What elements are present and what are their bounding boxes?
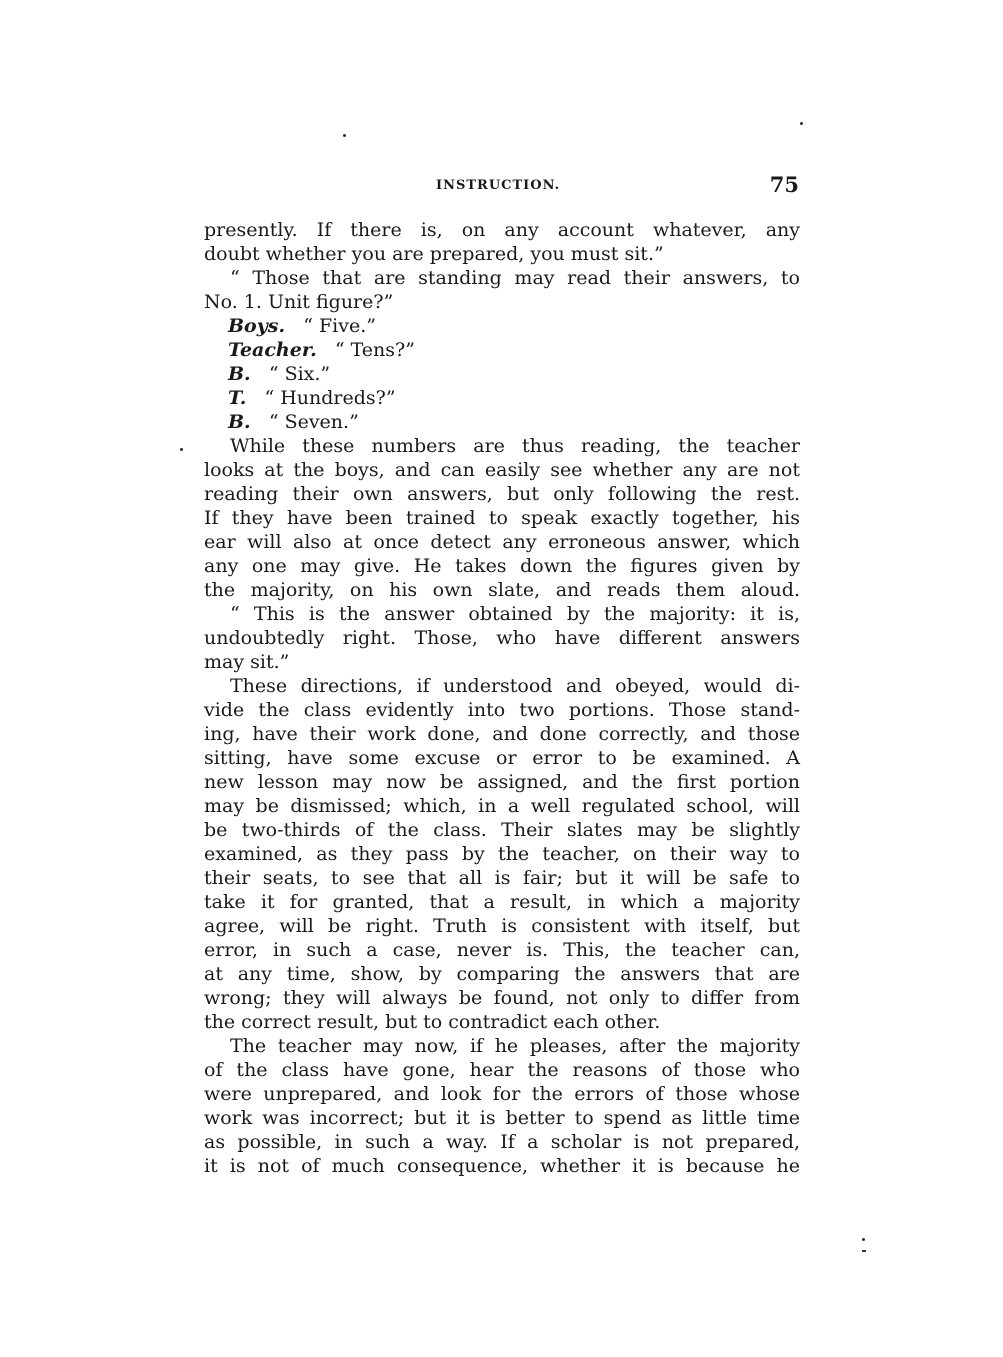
dialogue-text: “ Seven.” [268, 411, 359, 433]
page-number: 75 [769, 172, 799, 197]
text-line: it is not of much consequence, whether it is because he [204, 1155, 800, 1177]
dialogue-text: “ Hundreds?” [264, 387, 396, 409]
body-text [204, 218, 800, 1178]
scan-speck [800, 122, 803, 125]
text-line: the majority, on his own slate, and reads them aloud. [204, 579, 800, 601]
text-line: doubt whether you are prepared, you must sit.” [204, 243, 664, 265]
speaker-label: Teacher. [228, 339, 317, 361]
text-line: While these numbers are thus reading, the teacher [230, 435, 800, 457]
speaker-label: B. [228, 411, 251, 433]
text-line [204, 314, 800, 338]
text-line: undoubtedly right. Those, who have different answers [204, 627, 800, 649]
text-line: The teacher may now, if he pleases, after the majority [230, 1035, 800, 1057]
text-line: at any time, show, by comparing the answers that are [204, 963, 800, 985]
scan-speck [862, 1238, 865, 1241]
text-line: looks at the boys, and can easily see whether any are not [204, 459, 800, 481]
text-line: take it for granted, that a result, in which a majority [204, 891, 800, 913]
speaker-label: Boys. [228, 315, 286, 337]
text-line: These directions, if understood and obeyed, would di- [230, 675, 800, 697]
text-line: any one may give. He takes down the figures given by [204, 555, 800, 577]
scan-speck [180, 448, 183, 451]
text-line: examined, as they pass by the teacher, on their way to [204, 843, 800, 865]
text-line: No. 1. Unit figure?” [204, 291, 394, 313]
text-line: of the class have gone, hear the reasons of those who [204, 1059, 800, 1081]
page-header [204, 172, 801, 202]
text-line: the correct result, but to contradict each other. [204, 1011, 661, 1033]
text-line: ing, have their work done, and done correctly, and those [204, 723, 800, 745]
text-line: ear will also at once detect any erroneous answer, which [204, 531, 800, 553]
text-line: as possible, in such a way. If a scholar is not prepared, [204, 1131, 800, 1153]
scan-speck [862, 1250, 866, 1252]
dialogue-text: “ Tens?” [334, 339, 415, 361]
text-line: wrong; they will always be found, not only to differ from [204, 987, 800, 1009]
text-line: error, in such a case, never is. This, the teacher can, [204, 939, 800, 961]
scan-speck [343, 134, 346, 137]
text-line: may sit.” [204, 651, 290, 673]
dialogue-text: “ Five.” [303, 315, 376, 337]
text-line: new lesson may now be assigned, and the first portion [204, 771, 800, 793]
text-line: sitting, have some excuse or error to be examined. A [204, 747, 800, 769]
speaker-label: B. [228, 363, 251, 385]
text-line: reading their own answers, but only following the rest. [204, 483, 800, 505]
text-line: If they have been trained to speak exactly together, his [204, 507, 800, 529]
running-head: INSTRUCTION. [436, 178, 561, 193]
text-line [204, 338, 800, 362]
speaker-label: T. [228, 387, 247, 409]
text-line [204, 386, 800, 410]
dialogue-text: “ Six.” [268, 363, 331, 385]
text-line [204, 362, 800, 386]
text-line [204, 410, 800, 434]
text-line: may be dismissed; which, in a well regulated school, will [204, 795, 800, 817]
text-line: their seats, to see that all is fair; but it will be safe to [204, 867, 800, 889]
text-line: be two-thirds of the class. Their slates may be slightly [204, 819, 800, 841]
text-line: were unprepared, and look for the errors of those whose [204, 1083, 800, 1105]
text-line: work was incorrect; but it is better to spend as little time [204, 1107, 800, 1129]
text-line: agree, will be right. Truth is consistent with itself, but [204, 915, 800, 937]
text-line: “ Those that are standing may read their answers, to [230, 267, 800, 289]
text-line: vide the class evidently into two portions. Those stand- [204, 699, 800, 721]
text-line: presently. If there is, on any account whatever, any [204, 219, 800, 241]
text-line: “ This is the answer obtained by the majority: it is, [230, 603, 800, 625]
